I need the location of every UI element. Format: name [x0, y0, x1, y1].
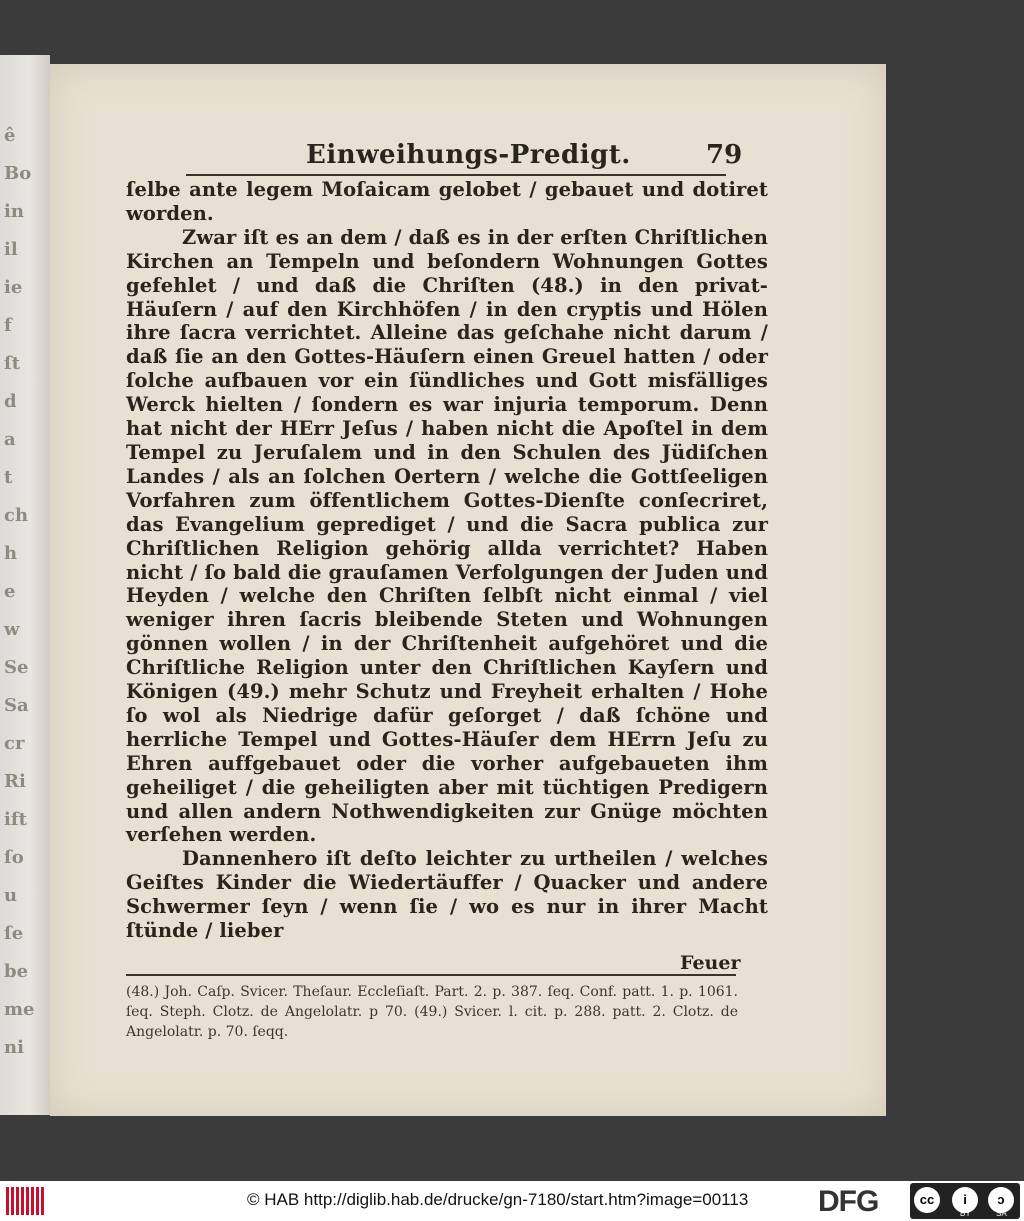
barcode-icon — [6, 1187, 46, 1215]
prev-page-fragment: il — [4, 239, 18, 260]
header-rule — [186, 174, 726, 176]
prev-page-fragment: Se — [4, 657, 29, 678]
prev-page-fragment: e — [4, 581, 16, 602]
cc-license-badge[interactable] — [910, 1183, 1020, 1219]
by-label: BY — [960, 1209, 971, 1218]
footnote-rule — [126, 974, 736, 976]
running-title: Einweihungs-Predigt. — [306, 140, 631, 170]
prev-page-fragment: ſe — [4, 923, 24, 944]
paragraph-1: ſelbe ante legem Moſaicam gelobet / gebauet und dotiret worden. — [126, 178, 768, 225]
prev-page-fragment: Bo — [4, 163, 32, 184]
body-text — [126, 178, 768, 943]
prev-page-fragment: ch — [4, 505, 29, 526]
attribution-icon: i — [952, 1187, 978, 1213]
prev-page-fragment: ſt — [4, 353, 21, 374]
prev-page-fragment: f — [4, 315, 12, 336]
prev-page-fragment: be — [4, 961, 29, 982]
prev-page-fragment: Sa — [4, 695, 29, 716]
footer-bar — [0, 1181, 1024, 1221]
cc-icon: cc — [914, 1187, 940, 1213]
prev-page-fragment: h — [4, 543, 18, 564]
prev-page-fragment: d — [4, 391, 17, 412]
sa-label: SA — [996, 1209, 1007, 1218]
prev-page-fragment: t — [4, 467, 13, 488]
prev-page-fragment: Ri — [4, 771, 26, 792]
prev-page-fragment: w — [4, 619, 20, 640]
previous-page-edge — [0, 55, 50, 1115]
prev-page-fragment: cr — [4, 733, 25, 754]
book-page — [50, 64, 886, 1116]
paragraph-2: Zwar iſt es an dem / daß es in der erſten Chriſtlichen Kirchen an Tempeln und beſondern Wohnungen Gottes gefehlet / und daß die Chriſten (48.) in den privat-Häuſern / auf den Kirchhöfen / in den cryptis und Hölen ihre ſacra verrichtet. Alleine das geſchahe nicht darum / daß ſie an den Gottes-Häuſern einen Greuel hatten / oder ſolche aufbauen vor ein ſündliches und Gott misfälliges Werck hielten / ſondern es war injuria temporum. Denn hat nicht der HErr Jeſus / haben nicht die Apoſtel in dem Tempel zu Jeruſalem und in den Schulen des Jüdiſchen Landes / als an ſolchen Oertern / welche die Gottſeeligen Vorfahren zum öffentlichem Gottes-Dienſte conſecriret, das Evangelium geprediget / und die Sacra publica zur Chriſtlichen Religion gehörig allda verrichtet? Haben nicht / ſo bald die grauſamen Verfolgungen der Juden und Heyden / welche den Chriſten ſelbſt nicht einmal / viel weniger ihren ſacris bleibende Steten und Wohnungen gönnen wollen / in der Chriſtenheit aufgehöret und die Chriſtliche Religion unter den Chriſtlichen Kayſern und Königen (49.) mehr Schutz und Freyheit erhalten / Hohe ſo wol als Niedrige dafür geſorget / daß ſchöne und herrliche Tempel und Gottes-Häuſer dem HErrn Jeſu zu Ehren auffgebauet oder die vorher aufgebaueten ihm geheiliget / die geheiligten aber mit tüchtigen Predigern und allen andern Nothwendigkeiten zur Gnüge möchten verſehen werden. — [126, 225, 768, 847]
prev-page-fragment: ni — [4, 1037, 24, 1058]
catchword: Feuer — [680, 952, 741, 974]
prev-page-fragment: in — [4, 201, 24, 222]
prev-page-fragment: me — [4, 999, 35, 1020]
prev-page-fragment: ift — [4, 809, 27, 830]
paragraph-3: Dannenhero iſt deſto leichter zu urtheilen / welches Geiſtes Kinder die Wiedertäuffer / Quacker und andere Schwermer ſeyn / wenn ſie / wo es nur in ihrer Macht ſtünde / lieber — [126, 847, 768, 943]
prev-page-fragment: u — [4, 885, 18, 906]
prev-page-fragment: a — [4, 429, 16, 450]
page-number: 79 — [706, 140, 743, 170]
page-header — [126, 136, 768, 178]
prev-page-fragment: ê — [4, 125, 16, 146]
copyright-link[interactable]: © HAB http://diglib.hab.de/drucke/gn-7180/start.htm?image=00113 — [247, 1190, 749, 1209]
share-alike-icon: ↄ — [988, 1187, 1014, 1213]
footnotes: (48.) Joh. Caſp. Svicer. Theſaur. Eccleſiaſt. Part. 2. p. 387. ſeq. Conf. patt. 1. p. 1061. ſeq. Steph. Clotz. de Angelolatr. p 70. (49.) Svicer. l. cit. p. 288. patt. 2. Clotz. de Angelolatr. p. 70. ſeqq. — [126, 984, 738, 1040]
prev-page-fragment: ie — [4, 277, 23, 298]
prev-page-fragment: ſo — [4, 847, 24, 868]
dfg-logo: DFG — [818, 1185, 879, 1218]
